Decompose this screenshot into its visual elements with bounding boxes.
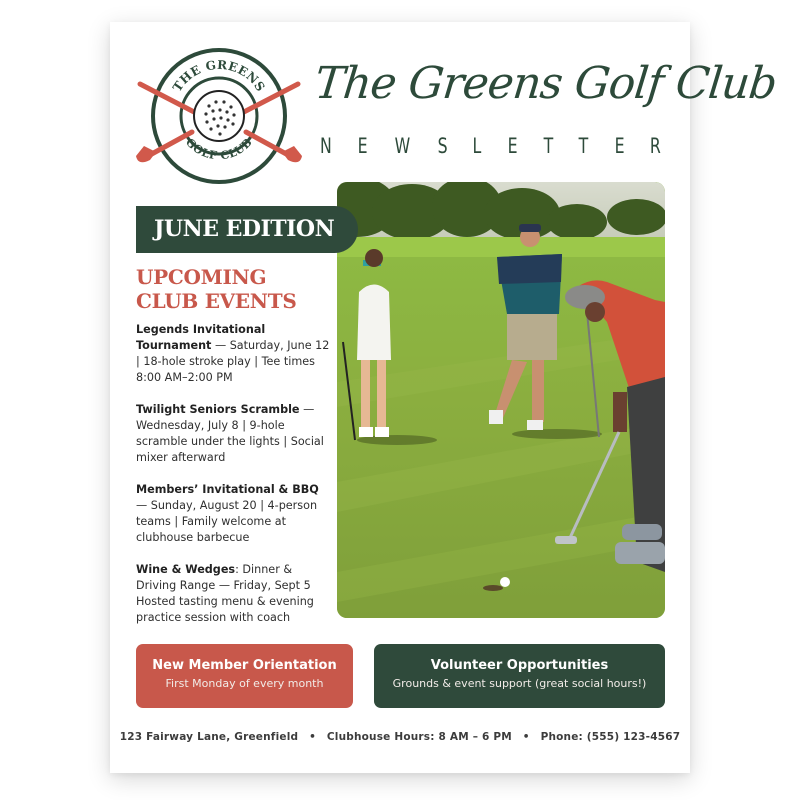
- separator-dot: •: [522, 731, 530, 743]
- footer-address: 123 Fairway Lane, Greenfield: [119, 731, 299, 743]
- event-item: [136, 322, 331, 386]
- event-item: [136, 562, 331, 626]
- card-title: New Member Orientation: [152, 658, 337, 673]
- event-details: — Sunday, August 20 | 4-person teams | Family welcome at clubhouse barbecue: [136, 499, 318, 544]
- subtitle-letter: L: [472, 134, 482, 158]
- subtitle-letter: E: [357, 134, 368, 158]
- subtitle-letter: W: [394, 134, 411, 158]
- subtitle-letter: N: [319, 134, 332, 158]
- footer-hours: Clubhouse Hours: 8 AM – 6 PM: [326, 731, 512, 743]
- subtitle-letter: R: [650, 134, 662, 158]
- events-list: [136, 322, 331, 642]
- newsletter-page: [110, 22, 779, 773]
- golf-course-image: [337, 182, 665, 618]
- subtitle-letter: E: [614, 134, 625, 158]
- subtitle-letter: S: [437, 134, 448, 158]
- card-title: Volunteer Opportunities: [430, 658, 609, 673]
- subtitle-letter: E: [507, 134, 518, 158]
- club-logo: [134, 44, 304, 184]
- edition-banner: JUNE EDITION: [136, 206, 358, 253]
- newsletter-subtitle: [318, 134, 663, 158]
- volunteer-opportunities-card: [374, 644, 665, 708]
- newsletter-title: The Greens Golf Club: [312, 58, 779, 109]
- golfers-photo: [337, 182, 665, 618]
- events-heading-line: CLUB EVENTS: [136, 289, 297, 313]
- event-name: Wine & Wedges: [136, 563, 236, 576]
- event-name: Twilight Seniors Scramble: [136, 403, 300, 416]
- event-name: Legends Invitational Tournament: [136, 323, 266, 352]
- footer-phone: Phone: (555) 123-4567: [540, 731, 681, 743]
- event-name: Members’ Invitational & BBQ: [136, 483, 319, 496]
- new-member-orientation-card: [136, 644, 353, 708]
- footer-contact: [110, 731, 690, 743]
- separator-dot: •: [309, 731, 316, 743]
- card-subtitle: First Monday of every month: [165, 677, 324, 690]
- event-item: [136, 402, 331, 466]
- event-details: : Dinner & Driving Range — Friday, Sept 5 Hosted tasting menu & evening practice session with coach: [136, 563, 314, 624]
- events-heading-line: UPCOMING: [136, 265, 267, 289]
- event-details: — Saturday, June 12 | 18-hole stroke play | Tee times 8:00 AM–2:00 PM: [136, 339, 330, 384]
- event-details: — Wednesday, July 8 | 9-hole scramble under the lights | Social mixer afterward: [136, 403, 324, 464]
- card-subtitle: Grounds & event support (great social hours!): [392, 677, 647, 690]
- golf-crest-icon: [134, 44, 304, 184]
- event-item: [136, 482, 331, 546]
- subtitle-letter: T: [543, 134, 553, 158]
- svg-text:GOLF CLUB: GOLF CLUB: [183, 135, 255, 163]
- subtitle-letter: T: [578, 134, 589, 158]
- svg-text:THE GREENS: THE GREENS: [170, 57, 268, 95]
- events-heading: [136, 265, 336, 313]
